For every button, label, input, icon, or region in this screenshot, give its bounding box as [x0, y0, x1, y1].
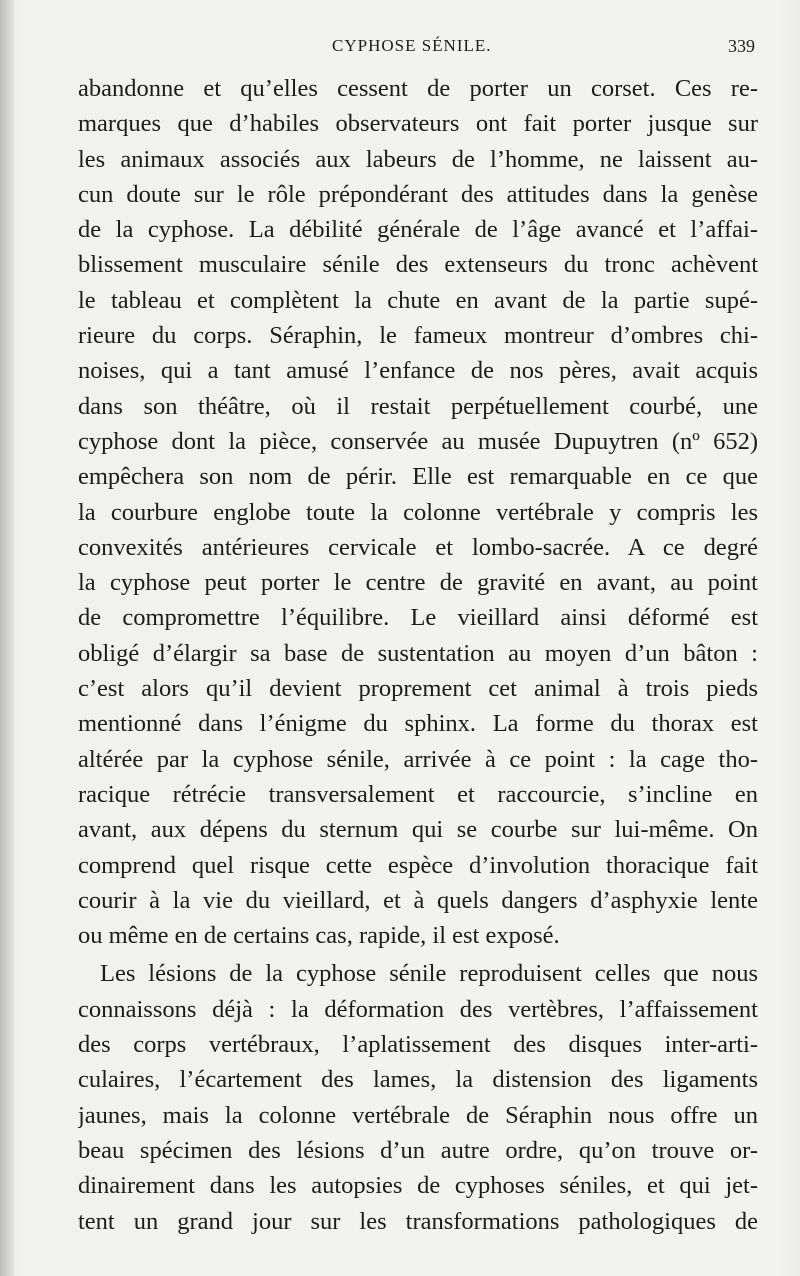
- running-title: CYPHOSE SÉNILE.: [332, 36, 492, 55]
- text-line: connaissons déjà : la déformation des vertèbres, l’affaissement: [78, 995, 758, 1023]
- text-line: altérée par la cyphose sénile, arrivée à ce point : la cage tho-: [78, 745, 758, 773]
- text-line: cun doute sur le rôle prépondérant des attitudes dans la genèse: [78, 180, 758, 208]
- text-line: convexités antérieures cervicale et lombo-sacrée. A ce degré: [78, 533, 758, 561]
- text-line: empêchera son nom de périr. Elle est remarquable en ce que: [78, 463, 758, 491]
- text-line: c’est alors qu’il devient proprement cet animal à trois pieds: [78, 675, 758, 703]
- text-line: les animaux associés aux labeurs de l’homme, ne laissent au-: [78, 145, 758, 173]
- text-line: la cyphose peut porter le centre de gravité en avant, au point: [78, 569, 758, 597]
- text-line: des corps vertébraux, l’aplatissement des disques inter-arti-: [78, 1031, 758, 1059]
- text-line: obligé d’élargir sa base de sustentation au moyen d’un bâton :: [78, 639, 758, 667]
- text-line: la courbure englobe toute la colonne vertébrale y compris les: [78, 498, 758, 526]
- text-line: jaunes, mais la colonne vertébrale de Séraphin nous offre un: [78, 1101, 758, 1129]
- text-line: comprend quel risque cette espèce d’involution thoracique fait: [78, 851, 758, 879]
- text-line: de la cyphose. La débilité générale de l’âge avancé et l’affai-: [78, 216, 758, 244]
- body-text: [78, 71, 758, 1239]
- page-number: 339: [728, 36, 755, 56]
- text-line: blissement musculaire sénile des extenseurs du tronc achèvent: [78, 251, 758, 279]
- paragraph-1: [78, 71, 758, 953]
- text-line: beau spécimen des lésions d’un autre ordre, qu’on trouve or-: [78, 1136, 758, 1164]
- text-line: culaires, l’écartement des lames, la distension des ligaments: [78, 1066, 758, 1094]
- text-line: dans son théâtre, où il restait perpétuellement courbé, une: [78, 392, 758, 420]
- page-gutter-shadow: [0, 0, 14, 1276]
- text-line: mentionné dans l’énigme du sphinx. La forme du thorax est: [78, 710, 758, 738]
- text-line: dinairement dans les autopsies de cyphoses séniles, et qui jet-: [78, 1172, 758, 1200]
- text-line: le tableau et complètent la chute en avant de la partie supé-: [78, 286, 758, 314]
- text-line: rieure du corps. Séraphin, le fameux montreur d’ombres chi-: [78, 322, 758, 350]
- text-line: de compromettre l’équilibre. Le vieillard ainsi déformé est: [78, 604, 758, 632]
- text-line: racique rétrécie transversalement et raccourcie, s’incline en: [78, 780, 758, 808]
- text-line: abandonne et qu’elles cessent de porter un corset. Ces re-: [78, 75, 758, 102]
- text-line: marques que d’habiles observateurs ont fait porter jusque sur: [78, 110, 758, 138]
- paragraph-2: [78, 956, 758, 1238]
- running-head: [0, 36, 800, 60]
- text-line: ou même en de certains cas, rapide, il est exposé.: [78, 922, 560, 950]
- text-line: courir à la vie du vieillard, et à quels dangers d’asphyxie lente: [78, 886, 758, 914]
- text-line: Les lésions de la cyphose sénile reproduisent celles que nous: [100, 960, 758, 988]
- text-line: avant, aux dépens du sternum qui se courbe sur lui-même. On: [78, 816, 758, 844]
- text-line: tent un grand jour sur les transformations pathologiques de: [78, 1207, 758, 1235]
- text-line: cyphose dont la pièce, conservée au musée Dupuytren (nº 652): [78, 427, 758, 455]
- text-line: noises, qui a tant amusé l’enfance de nos pères, avait acquis: [78, 357, 758, 385]
